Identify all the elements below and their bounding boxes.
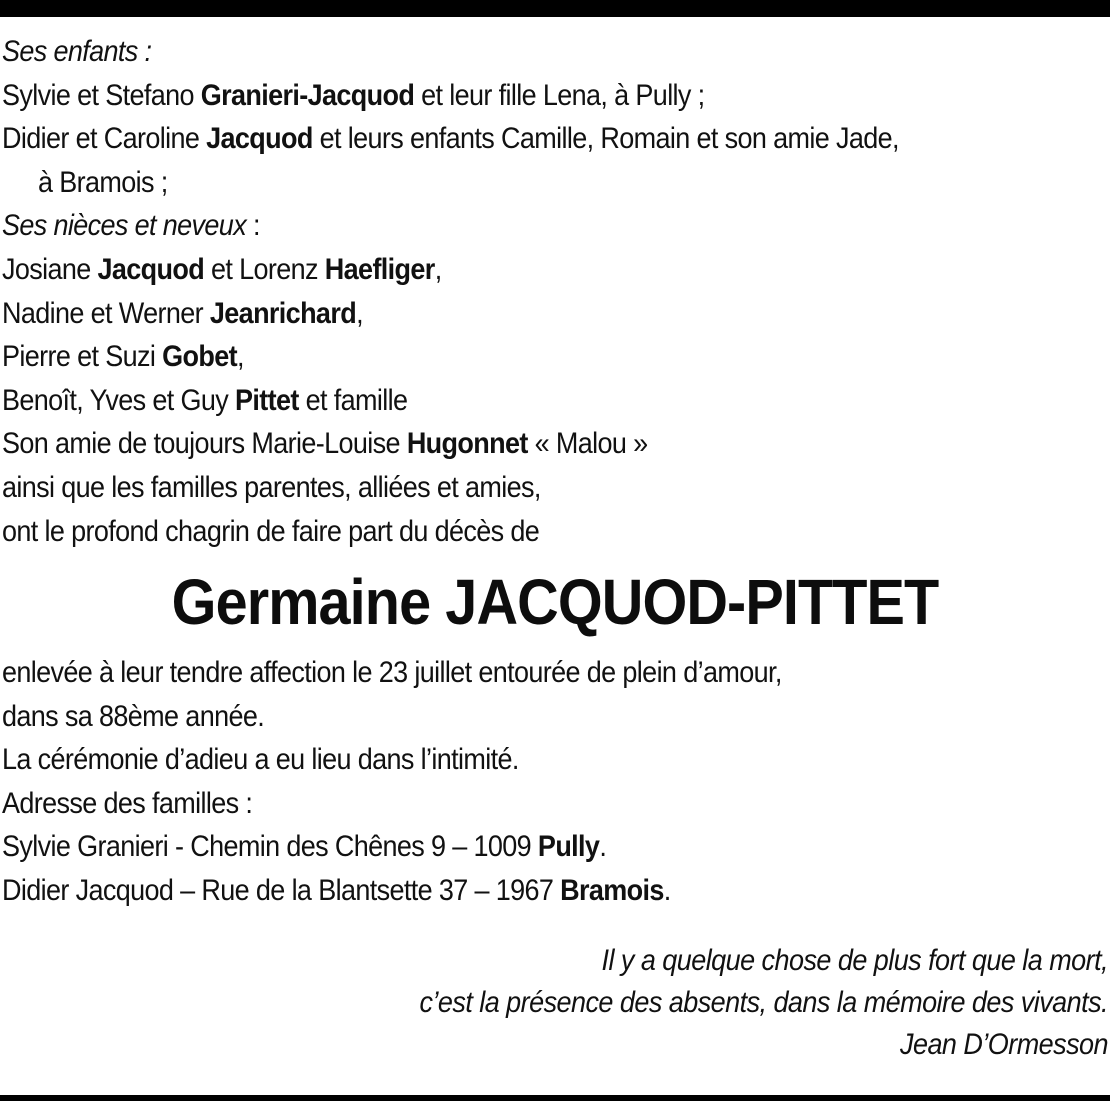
address2-street: Didier Jacquod – Rue de la Blantsette 37 – 1967 [2, 873, 561, 907]
children-heading [2, 30, 997, 74]
quote-line-1: Il y a quelque chose de plus fort que la mort, [601, 944, 1108, 977]
friend-surname: Hugonnet [406, 427, 528, 461]
families-line: ainsi que les familles parentes, alliées et amies, [2, 470, 541, 504]
friend-line [2, 422, 997, 466]
address1-punct: . [599, 830, 607, 864]
address2-city: Bramois [560, 873, 664, 907]
address-line-1 [2, 825, 997, 869]
relative2-punct: , [356, 296, 363, 330]
friend-nickname: « Malou » [527, 427, 648, 461]
relative1-punct: , [434, 252, 442, 286]
relative4-details: et famille [298, 383, 408, 417]
child1-surname: Granieri-Jacquod [200, 78, 415, 112]
child-line-2 [2, 117, 997, 161]
children-heading-text: Ses enfants : [2, 35, 152, 68]
address1-city: Pully [537, 830, 600, 864]
quote-line-2: c’est la présence des absents, dans la mémoire des vivants. [419, 986, 1108, 1019]
relative-line-4 [2, 379, 997, 423]
age-line: dans sa 88ème année. [2, 699, 265, 733]
relative3-punct: , [236, 340, 244, 374]
relative4-surname: Pittet [235, 383, 299, 417]
relative2-surname: Jeanrichard [209, 296, 357, 330]
announcement-line: ont le profond chagrin de faire part du décès de [2, 514, 540, 548]
child-line-2-continuation: à Bramois ; [38, 165, 168, 199]
bottom-rule [0, 1095, 1110, 1101]
relative3-names: Pierre et Suzi [2, 340, 163, 374]
relative-line-3 [2, 335, 997, 379]
address2-punct: . [663, 873, 671, 907]
relative1-name: Josiane [2, 252, 98, 286]
child2-details: et leurs enfants Camille, Romain et son amie Jade, [312, 122, 899, 156]
relative1-partner: et Lorenz [204, 252, 325, 286]
child2-surname: Jacquod [206, 122, 313, 156]
child1-names: Sylvie et Stefano [2, 78, 201, 112]
details-section [2, 651, 997, 913]
friend-name: Son amie de toujours Marie-Louise [2, 427, 407, 461]
nieces-heading-text: Ses nièces et neveux [2, 209, 247, 243]
death-line: enlevée à leur tendre affection le 23 juillet entourée de plein d’amour, [2, 656, 782, 689]
relative1-surname: Jacquod [97, 252, 205, 286]
family-section [2, 30, 997, 553]
top-rule [0, 0, 1110, 17]
address-heading: Adresse des familles : [2, 786, 253, 820]
ceremony-line: La cérémonie d’adieu a eu lieu dans l’intimité. [2, 743, 519, 777]
child1-details: et leur fille Lena, à Pully ; [414, 78, 705, 112]
relative1-partner-surname: Haefliger [324, 252, 435, 286]
relative-line-2 [2, 292, 997, 336]
child-line-1 [2, 74, 997, 118]
quote-author: Jean D’Ormesson [900, 1028, 1108, 1061]
relative3-surname: Gobet [162, 340, 237, 374]
relative-line-1 [2, 248, 997, 292]
nieces-heading [2, 204, 997, 248]
relative2-names: Nadine et Werner [2, 296, 210, 330]
relative4-names: Benoît, Yves et Guy [2, 383, 236, 417]
child2-names: Didier et Caroline [2, 122, 207, 156]
address-line-2 [2, 869, 997, 913]
address1-street: Sylvie Granieri - Chemin des Chênes 9 – 1009 [2, 830, 538, 864]
nieces-heading-colon: : [246, 209, 260, 243]
deceased-name: Germaine JACQUOD-PITTET [171, 566, 939, 638]
closing-quote [118, 940, 1108, 1066]
